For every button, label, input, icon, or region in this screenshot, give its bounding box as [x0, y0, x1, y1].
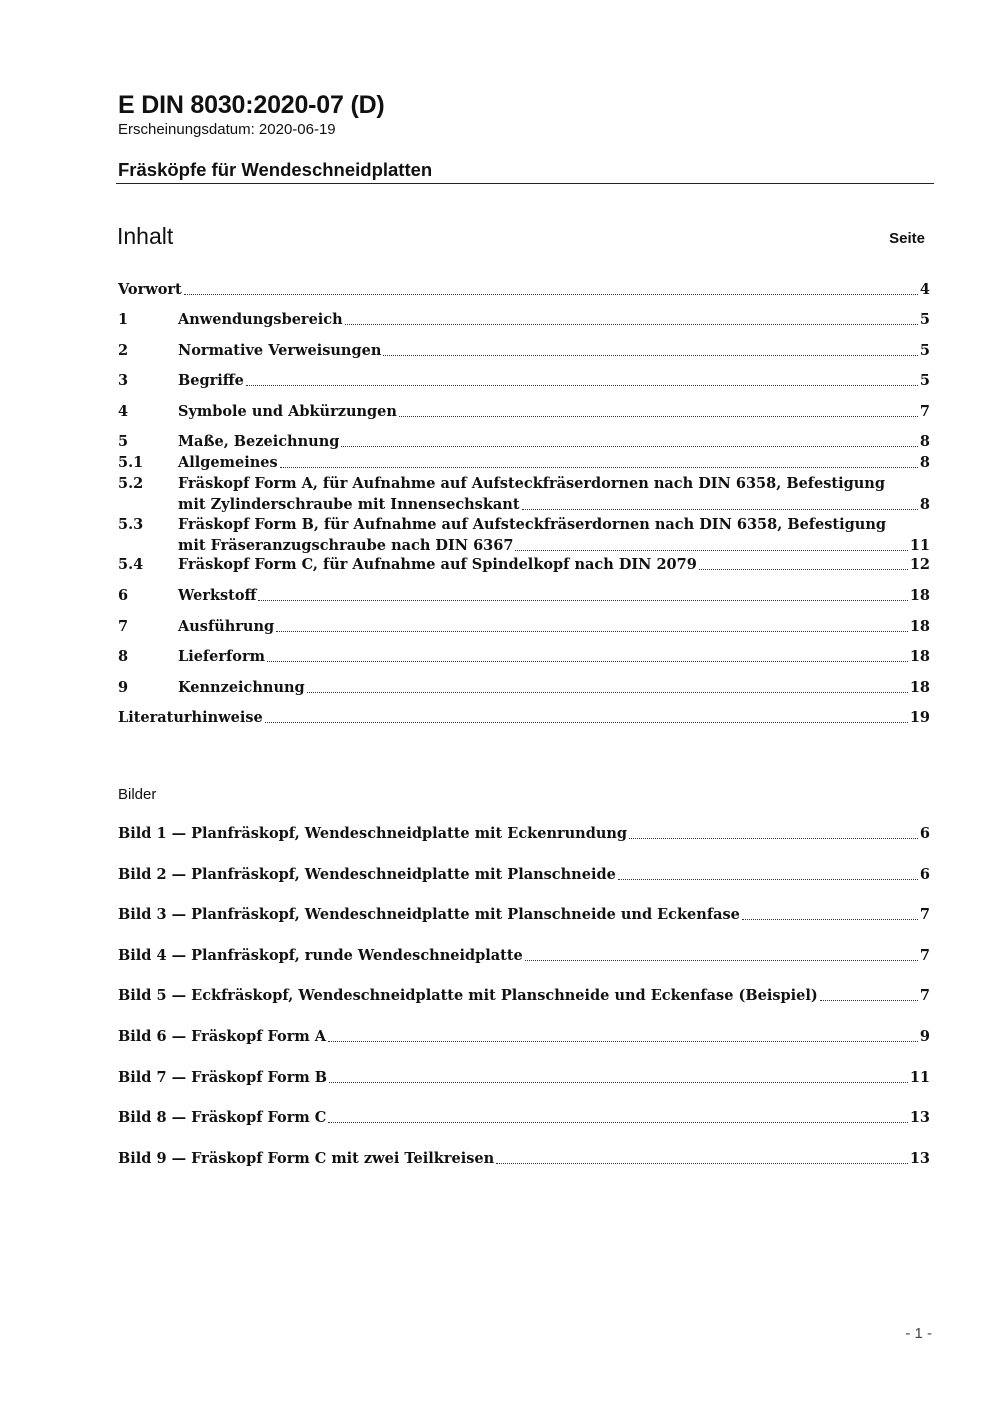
document-title: Fräsköpfe für Wendeschneidplatten [118, 159, 433, 180]
figure-entry-page: 7 [919, 906, 930, 923]
page-column-label: Seite [889, 230, 925, 247]
toc-entry-number: 5.1 [118, 454, 144, 471]
leader-dots [345, 324, 918, 325]
toc-entry-label: Anwendungsbereich [178, 311, 343, 328]
figure-entry-page: 13 [909, 1150, 930, 1167]
figure-entry-9[interactable] [118, 1149, 930, 1169]
toc-entry-page: 5 [919, 311, 930, 328]
toc-entry-8[interactable] [118, 647, 930, 667]
toc-entry-label: Maße, Bezeichnung [178, 433, 340, 450]
publication-date: Erscheinungsdatum: 2020-06-19 [118, 121, 336, 138]
toc-entry-7[interactable] [118, 617, 930, 637]
figure-entry-7[interactable] [118, 1068, 930, 1088]
toc-entry-page: 8 [919, 433, 930, 450]
leader-dots [276, 631, 908, 632]
leader-dots [496, 1163, 908, 1164]
figure-entry-label: Bild 1 — Planfräskopf, Wendeschneidplatte mit Eckenrundung [118, 825, 628, 842]
figure-entry-label: Bild 3 — Planfräskopf, Wendeschneidplatte mit Planschneide und Eckenfase [118, 906, 740, 923]
doc-code: E DIN 8030:2020-07 (D) [118, 91, 385, 119]
leader-dots [341, 446, 918, 447]
toc-entry-page: 5 [919, 342, 930, 359]
leader-dots [258, 600, 907, 601]
toc-entry-page: 19 [909, 709, 930, 726]
toc-entry-label: Lieferform [178, 648, 265, 665]
toc-entry-label-line2: mit Fräseranzugschraube nach DIN 6367 [178, 537, 514, 554]
toc-entry-page: 12 [909, 556, 930, 573]
toc-entry-number: 3 [118, 372, 129, 389]
toc-entry-page: 4 [919, 281, 930, 298]
page-number: - 1 - [905, 1325, 932, 1342]
leader-dots [328, 1041, 918, 1042]
leader-dots [699, 569, 908, 570]
toc-entry-page: 18 [909, 587, 930, 604]
figure-entry-page: 7 [919, 947, 930, 964]
leader-dots [515, 550, 907, 551]
figure-entry-label: Bild 8 — Fräskopf Form C [118, 1109, 327, 1126]
toc-entry-5-4[interactable] [118, 555, 930, 575]
toc-entry-5-2[interactable] [118, 473, 930, 515]
leader-dots [329, 1082, 908, 1083]
figure-entry-4[interactable] [118, 946, 930, 966]
toc-entry-page: 11 [909, 537, 930, 554]
toc-entry-number: 5 [118, 433, 129, 450]
leader-dots [820, 1000, 918, 1001]
toc-entry-number: 9 [118, 679, 129, 696]
toc-entry-label: Literaturhinweise [118, 709, 263, 726]
toc-entry-6[interactable] [118, 586, 930, 606]
figure-entry-label: Bild 7 — Fräskopf Form B [118, 1069, 327, 1086]
figure-entry-page: 6 [919, 866, 930, 883]
figure-entry-label: Bild 2 — Planfräskopf, Wendeschneidplatte mit Planschneide [118, 866, 616, 883]
toc-entry-label: Begriffe [178, 372, 244, 389]
leader-dots [399, 416, 918, 417]
leader-dots [184, 294, 918, 295]
toc-entry-4[interactable] [118, 402, 930, 422]
toc-entry-label: Kennzeichnung [178, 679, 305, 696]
toc-entry-label: Normative Verweisungen [178, 342, 382, 359]
toc-entry-label: Ausführung [178, 618, 275, 635]
figure-entry-page: 13 [909, 1109, 930, 1126]
leader-dots [246, 385, 918, 386]
toc-entry-number: 4 [118, 403, 129, 420]
toc-heading: Inhalt [117, 223, 174, 249]
leader-dots [618, 879, 918, 880]
figure-entry-8[interactable] [118, 1108, 930, 1128]
leader-dots [280, 467, 918, 468]
toc-entry-number: 1 [118, 311, 129, 328]
toc-entry-number: 5.4 [118, 556, 144, 573]
leader-dots [328, 1122, 908, 1123]
toc-entry-page: 7 [919, 403, 930, 420]
toc-entry-5-1[interactable] [118, 453, 930, 473]
figure-entry-3[interactable] [118, 905, 930, 925]
toc-entry-page: 8 [919, 454, 930, 471]
leader-dots [742, 919, 918, 920]
toc-entry-page: 18 [909, 618, 930, 635]
toc-entry-number: 5.3 [118, 516, 144, 533]
toc-entry-label: Fräskopf Form C, für Aufnahme auf Spindelkopf nach DIN 2079 [178, 556, 697, 573]
toc-entry-label: Symbole und Abkürzungen [178, 403, 397, 420]
leader-dots [522, 509, 918, 510]
toc-entry-number: 6 [118, 587, 129, 604]
toc-entry-label-line1: Fräskopf Form B, für Aufnahme auf Aufsteckfräserdornen nach DIN 6358, Befestigung [178, 516, 886, 533]
leader-dots [383, 355, 918, 356]
figure-entry-page: 9 [919, 1028, 930, 1045]
toc-entry-literatur[interactable] [118, 708, 930, 728]
toc-entry-1[interactable] [118, 310, 930, 330]
toc-entry-label: Allgemeines [178, 454, 278, 471]
leader-dots [267, 661, 908, 662]
leader-dots [525, 960, 918, 961]
toc-entry-page: 18 [909, 648, 930, 665]
figure-entry-2[interactable] [118, 865, 930, 885]
figure-entry-label: Bild 9 — Fräskopf Form C mit zwei Teilkreisen [118, 1150, 495, 1167]
toc-entry-5-3[interactable] [118, 514, 930, 556]
toc-entry-2[interactable] [118, 341, 930, 361]
toc-entry-vorwort[interactable] [118, 280, 930, 300]
figure-entry-page: 11 [909, 1069, 930, 1086]
figure-entry-5[interactable] [118, 986, 930, 1006]
title-divider [116, 183, 934, 184]
figure-entry-6[interactable] [118, 1027, 930, 1047]
toc-entry-number: 7 [118, 618, 129, 635]
leader-dots [629, 838, 918, 839]
figure-entry-1[interactable] [118, 824, 930, 844]
toc-entry-label-line1: Fräskopf Form A, für Aufnahme auf Aufsteckfräserdornen nach DIN 6358, Befestigung [178, 475, 885, 492]
toc-entry-label: Vorwort [118, 281, 182, 298]
toc-entry-9[interactable] [118, 678, 930, 698]
toc-entry-label-line2: mit Zylinderschraube mit Innensechskant [178, 496, 520, 513]
leader-dots [265, 722, 908, 723]
toc-entry-page: 5 [919, 372, 930, 389]
toc-entry-label: Werkstoff [178, 587, 257, 604]
figure-entry-page: 6 [919, 825, 930, 842]
toc-entry-page: 18 [909, 679, 930, 696]
toc-entry-number: 8 [118, 648, 129, 665]
toc-entry-number: 5.2 [118, 475, 144, 492]
toc-entry-5[interactable] [118, 432, 930, 452]
toc-entry-number: 2 [118, 342, 129, 359]
figure-entry-label: Bild 5 — Eckfräskopf, Wendeschneidplatte mit Planschneide und Eckenfase (Beispiel) [118, 987, 818, 1004]
figures-heading: Bilder [118, 786, 157, 803]
figure-entry-label: Bild 4 — Planfräskopf, runde Wendeschneidplatte [118, 947, 523, 964]
leader-dots [307, 692, 908, 693]
figure-entry-page: 7 [919, 987, 930, 1004]
toc-entry-page: 8 [919, 496, 930, 513]
figure-entry-label: Bild 6 — Fräskopf Form A [118, 1028, 326, 1045]
toc-entry-3[interactable] [118, 371, 930, 391]
